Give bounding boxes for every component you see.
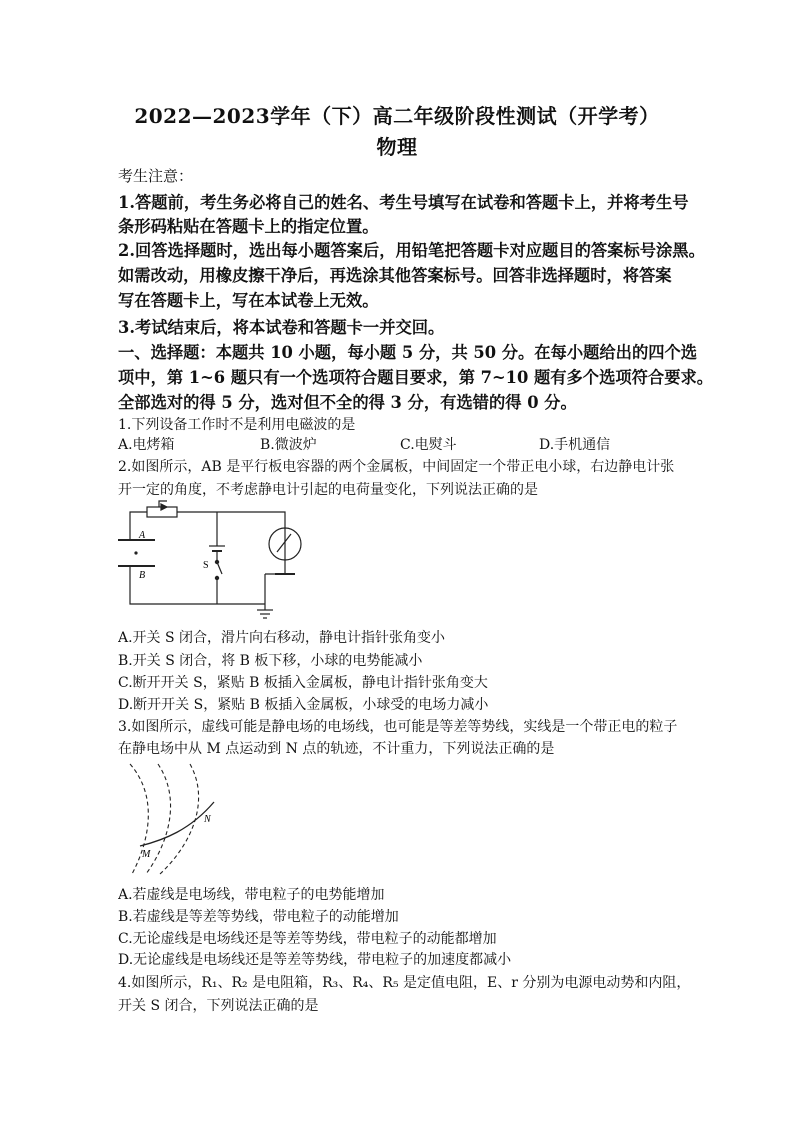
notice-line: 1.答题前，考生务必将自己的姓名、考生号填写在试卷和答题卡上，并将考生号	[118, 193, 689, 212]
q3-option-d: D.无论虚线是电场线还是等差等势线，带电粒子的加速度都减小	[118, 952, 512, 968]
q1-option-a: A.电烤箱	[118, 437, 175, 453]
notice-line: 写在答题卡上，写在本试卷上无效。	[118, 291, 379, 310]
q2-circuit-figure	[115, 498, 315, 624]
section-intro: 一、选择题：本题共 10 小题，每小题 5 分，共 50 分。在每小题给出的四个选	[118, 343, 698, 362]
point-m-label: M	[142, 849, 151, 860]
q2-option-d: D.断开开关 S，紧贴 B 板插入金属板，小球受的电场力减小	[118, 697, 489, 713]
q3-option-b: B.若虚线是等差等势线，带电粒子的动能增加	[118, 909, 399, 925]
q3-option-a: A.若虚线是电场线，带电粒子的电势能增加	[118, 887, 385, 903]
q1-option-d: D.手机通信	[539, 437, 611, 453]
q3-field-figure	[120, 760, 230, 878]
point-n-label: N	[204, 814, 211, 825]
notice-line: 2.回答选择题时，选出每小题答案后，用铅笔把答题卡对应题目的答案标号涂黑。	[118, 241, 705, 260]
section-intro: 项中，第 1~6 题只有一个选项符合题目要求，第 7~10 题有多个选项符合要求。	[118, 368, 714, 387]
q2-option-a: A.开关 S 闭合，滑片向右移动，静电计指针张角变小	[118, 630, 446, 646]
plate-a-label: A	[139, 530, 146, 541]
q2-stem: 2.如图所示，AB 是平行板电容器的两个金属板，中间固定一个带正电小球，右边静电计张	[118, 459, 675, 475]
q2-stem: 开一定的角度，不考虑静电计引起的电荷量变化，下列说法正确的是	[118, 482, 538, 498]
q3-stem: 在静电场中从 M 点运动到 N 点的轨迹，不计重力，下列说法正确的是	[118, 741, 555, 757]
q1-stem: 1.下列设备工作时不是利用电磁波的是	[118, 417, 356, 433]
notice-heading: 考生注意：	[118, 167, 194, 185]
plate-b-label: B	[139, 570, 146, 581]
notice-line: 条形码粘贴在答题卡上的指定位置。	[118, 217, 379, 236]
q4-stem: 4.如图所示，R₁、R₂ 是电阻箱，R₃、R₄、R₅ 是定值电阻，E、r 分别为电源电动势和内阻，	[118, 975, 691, 991]
notice-line: 如需改动，用橡皮擦干净后，再选涂其他答案标号。回答非选择题时，将答案	[118, 266, 672, 285]
q3-option-c: C.无论虚线是电场线还是等差等势线，带电粒子的动能都增加	[118, 931, 497, 947]
exam-title: 2022—2023学年（下）高二年级阶段性测试（开学考）	[134, 104, 660, 128]
section-intro: 全部选对的得 5 分，选对但不全的得 3 分，有选错的得 0 分。	[118, 393, 577, 412]
q1-option-c: C.电熨斗	[400, 437, 457, 453]
switch-s-label: S	[203, 560, 209, 571]
q2-option-b: B.开关 S 闭合，将 B 板下移，小球的电势能减小	[118, 653, 423, 669]
q2-option-c: C.断开开关 S，紧贴 B 板插入金属板，静电计指针张角变大	[118, 675, 488, 691]
notice-line: 3.考试结束后，将本试卷和答题卡一并交回。	[118, 318, 445, 337]
q4-stem: 开关 S 闭合，下列说法正确的是	[118, 998, 319, 1014]
subject-title: 物理	[376, 135, 418, 159]
q3-stem: 3.如图所示，虚线可能是静电场的电场线，也可能是等差等势线，实线是一个带正电的粒子	[118, 719, 678, 735]
q1-option-b: B.微波炉	[260, 437, 317, 453]
